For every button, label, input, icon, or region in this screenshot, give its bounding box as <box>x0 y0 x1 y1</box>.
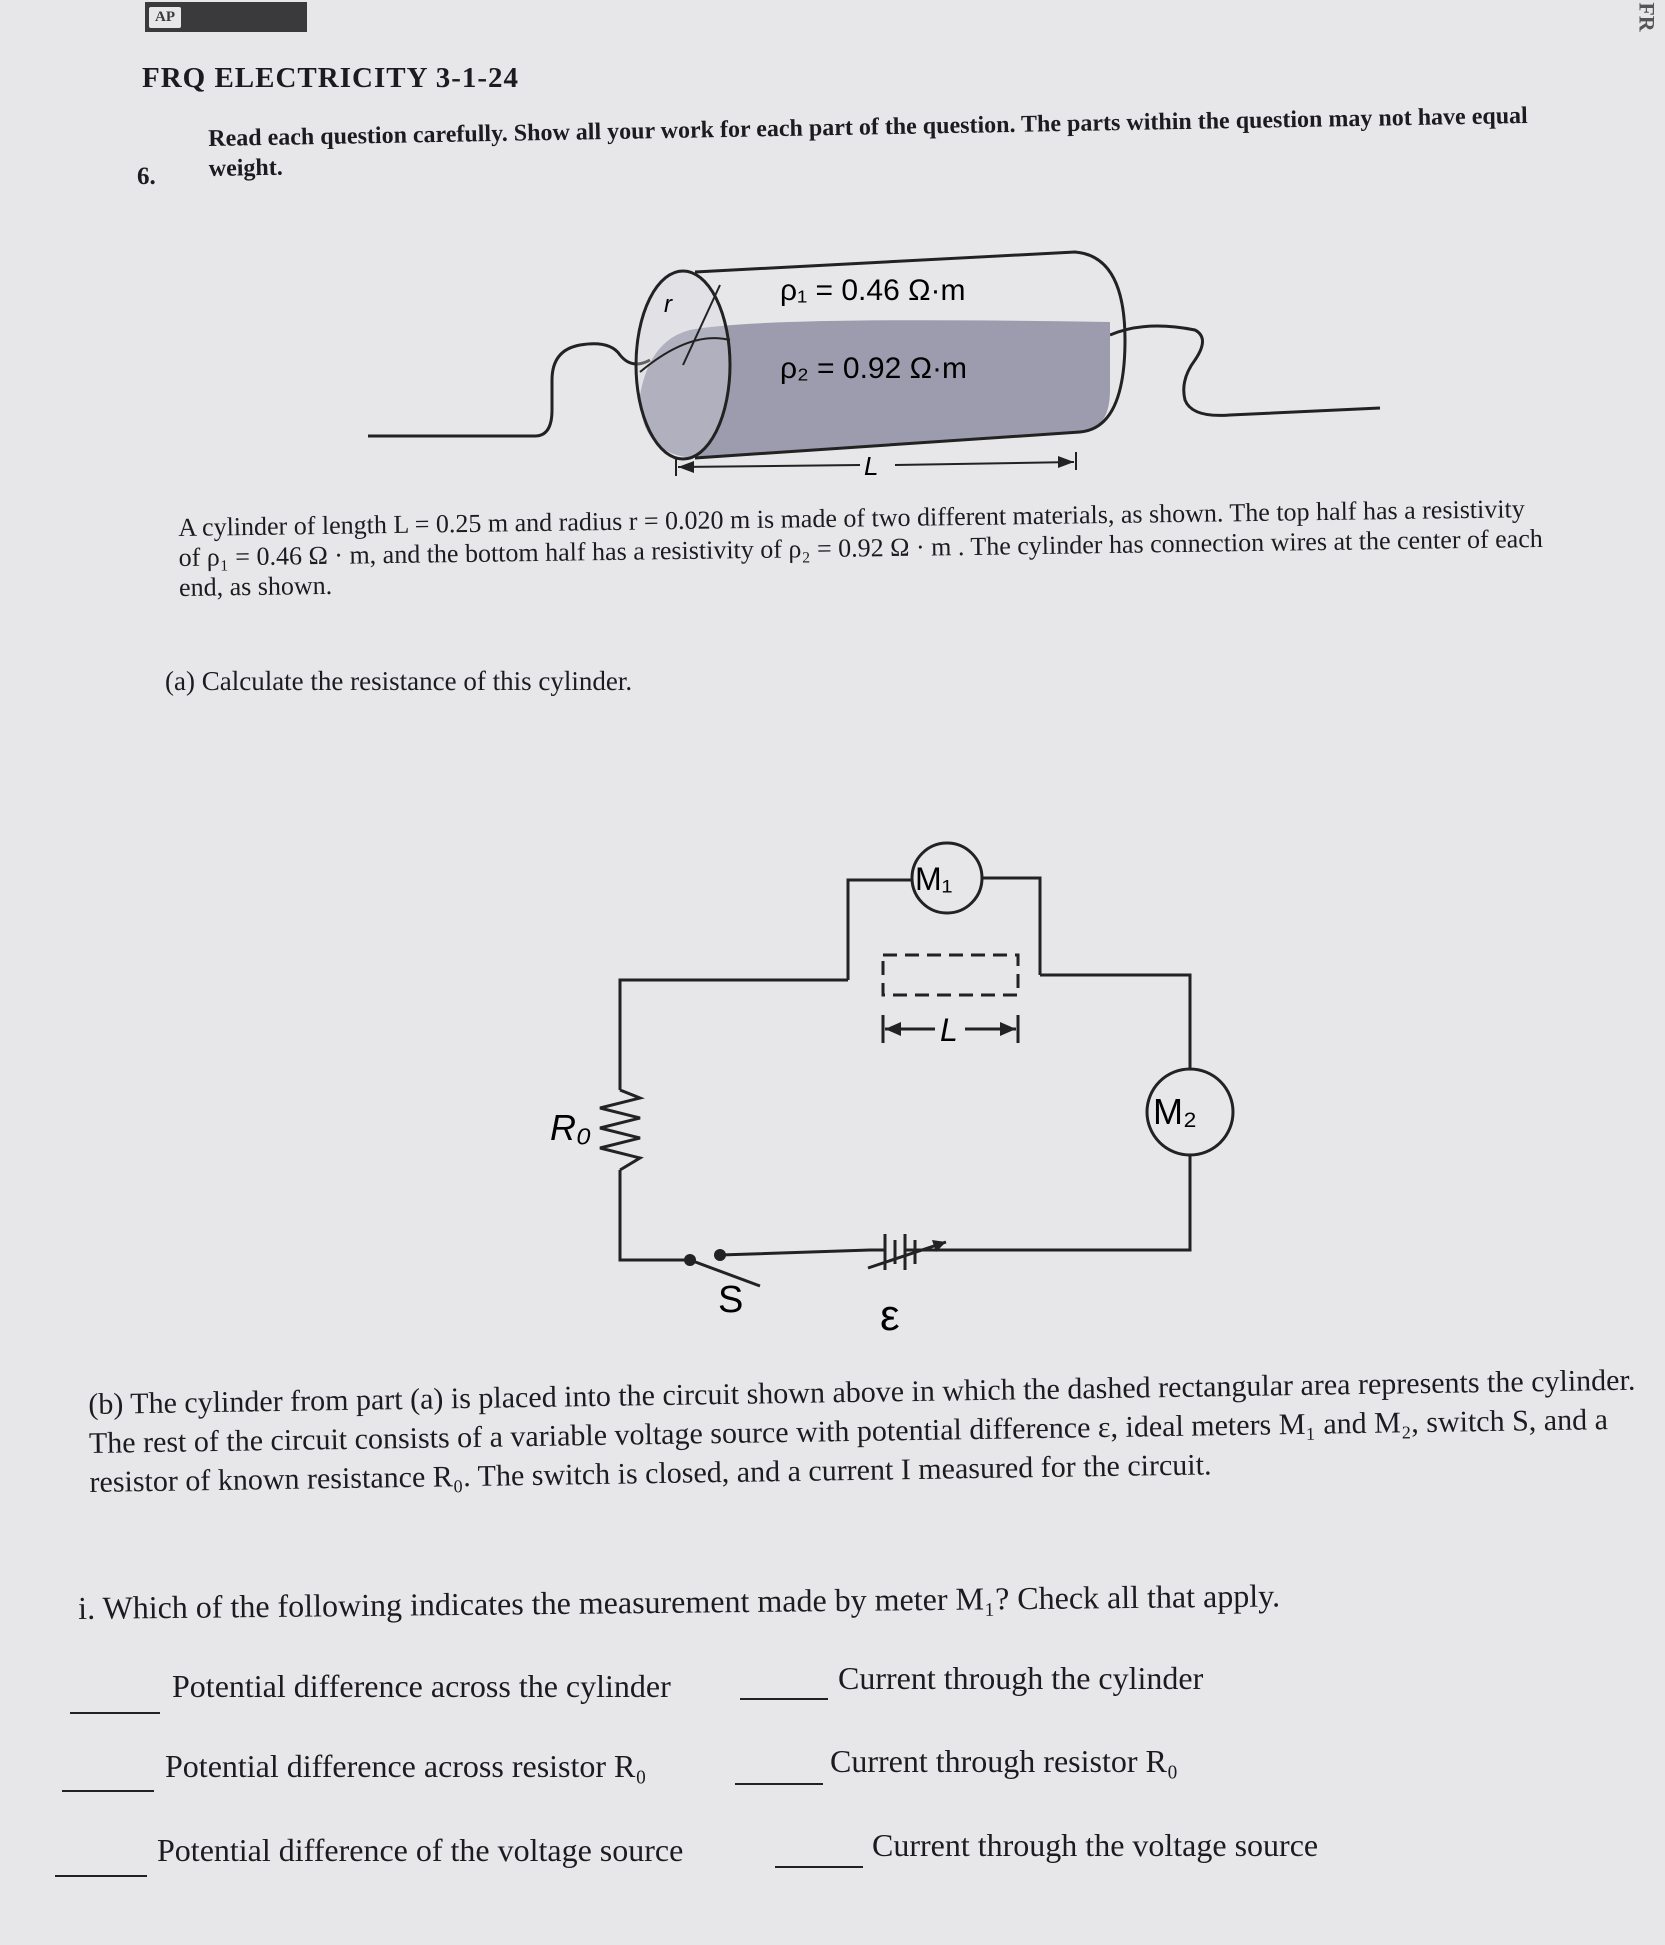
option-pd-resistor: Potential difference across resistor R₀ <box>165 1748 647 1784</box>
meter2-label: M₂ <box>1153 1091 1197 1132</box>
option-current-cylinder: Current through the cylinder <box>838 1660 1204 1696</box>
part-a: (a) Calculate the resistance of this cylinder. <box>165 666 633 696</box>
switch-contact <box>714 1249 726 1261</box>
option-pd-source: Potential difference of the voltage source <box>157 1832 684 1868</box>
description: A cylinder of length L = 0.25 m and radius r = 0.020 m is made of two different materials, as shown. The top half has a resistivity of ρ₁ = 0.46 Ω · m, and the bottom half has a resistivity of ρ₂ = 0.92 Ω · m . The cylinder has connection wires at the center of each end, as shown. <box>178 494 1543 602</box>
resistor-label: R₀ <box>550 1107 592 1148</box>
checkbox-blank-6[interactable] <box>775 1866 863 1868</box>
rho2-label: ρ₂ = 0.92 Ω·m <box>780 352 968 385</box>
radius-label: r <box>664 291 672 318</box>
switch-label: S <box>718 1279 744 1321</box>
length-label: L <box>864 451 879 481</box>
option-pd-cylinder: Potential difference across the cylinder <box>172 1668 671 1704</box>
part-b: (b) The cylinder from part (a) is placed into the circuit shown above in which the dashed rectangular area represents the cylinder. The rest of the circuit consists of a variable voltage source with potential difference ε, ideal meters M₁ and M₂, switch S, and a resistor of known resistance R₀. The switch is closed, and a current I measured for the circuit. <box>88 1363 1636 1499</box>
switch-pivot <box>684 1254 696 1266</box>
checkbox-blank-3[interactable] <box>62 1790 154 1792</box>
instructions: Read each question carefully. Show all your work for each part of the question. The parts within the question may not have equal weight. <box>208 102 1528 182</box>
corner-text: FR <box>1634 2 1660 32</box>
checkbox-blank-5[interactable] <box>55 1875 147 1877</box>
page-title: FRQ ELECTRICITY 3-1-24 <box>142 62 520 94</box>
checkbox-blank-4[interactable] <box>735 1783 823 1785</box>
question-i: i. Which of the following indicates the measurement made by meter M₁? Check all that apply. <box>78 1577 1281 1626</box>
ap-logo: AP <box>149 7 181 28</box>
checkbox-blank-1[interactable] <box>70 1712 160 1714</box>
dashed-cylinder <box>883 955 1018 995</box>
option-current-source: Current through the voltage source <box>872 1827 1319 1863</box>
source-label: ε <box>880 1291 900 1340</box>
circuit-length-label: L <box>940 1012 958 1048</box>
option-current-resistor: Current through resistor R₀ <box>830 1743 1178 1779</box>
question-number: 6. <box>137 163 156 190</box>
checkbox-blank-2[interactable] <box>740 1698 828 1700</box>
rho1-label: ρ₁ = 0.46 Ω·m <box>780 274 966 307</box>
meter1-label: M₁ <box>915 861 953 897</box>
